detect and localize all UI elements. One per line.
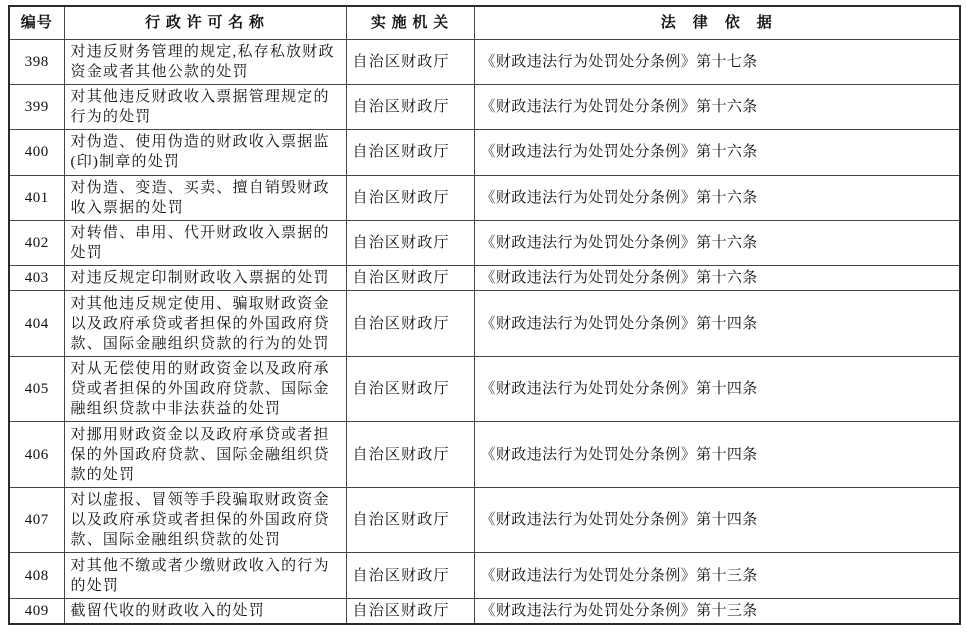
table-row bbox=[9, 39, 960, 84]
row-agency-cell: 自治区财政厅 bbox=[346, 291, 474, 357]
table-row bbox=[9, 356, 960, 422]
table-row bbox=[9, 291, 960, 357]
row-id-cell: 407 bbox=[9, 487, 64, 553]
column-header-id: 编号 bbox=[9, 6, 64, 39]
row-basis-cell: 《财政违法行为处罚处分条例》第十六条 bbox=[474, 175, 960, 220]
table-row bbox=[9, 266, 960, 291]
table-row bbox=[9, 487, 960, 553]
row-id-cell: 405 bbox=[9, 356, 64, 422]
row-name-cell: 对挪用财政资金以及政府承贷或者担保的外国政府贷款、国际金融组织贷款的处罚 bbox=[64, 422, 346, 488]
row-basis-cell: 《财政违法行为处罚处分条例》第十六条 bbox=[474, 266, 960, 291]
row-agency-cell: 自治区财政厅 bbox=[346, 356, 474, 422]
row-id-cell: 399 bbox=[9, 84, 64, 129]
row-basis-cell: 《财政违法行为处罚处分条例》第十四条 bbox=[474, 356, 960, 422]
row-agency-cell: 自治区财政厅 bbox=[346, 553, 474, 598]
row-id-cell: 398 bbox=[9, 39, 64, 84]
row-name-cell: 对伪造、使用伪造的财政收入票据监(印)制章的处罚 bbox=[64, 130, 346, 175]
row-agency-cell: 自治区财政厅 bbox=[346, 39, 474, 84]
table-body bbox=[9, 39, 960, 624]
row-name-cell: 对从无偿使用的财政资金以及政府承贷或者担保的外国政府贷款、国际金融组织贷款中非法获益的处罚 bbox=[64, 356, 346, 422]
row-name-cell: 对伪造、变造、买卖、擅自销毁财政收入票据的处罚 bbox=[64, 175, 346, 220]
row-basis-cell: 《财政违法行为处罚处分条例》第十六条 bbox=[474, 130, 960, 175]
column-header-agency: 实 施 机 关 bbox=[346, 6, 474, 39]
row-id-cell: 400 bbox=[9, 130, 64, 175]
row-basis-cell: 《财政违法行为处罚处分条例》第十六条 bbox=[474, 220, 960, 265]
table-row bbox=[9, 598, 960, 624]
table-row bbox=[9, 553, 960, 598]
row-name-cell: 对违反财务管理的规定,私存私放财政资金或者其他公款的处罚 bbox=[64, 39, 346, 84]
row-agency-cell: 自治区财政厅 bbox=[346, 422, 474, 488]
row-agency-cell: 自治区财政厅 bbox=[346, 130, 474, 175]
row-id-cell: 406 bbox=[9, 422, 64, 488]
row-id-cell: 408 bbox=[9, 553, 64, 598]
row-agency-cell: 自治区财政厅 bbox=[346, 598, 474, 624]
administrative-penalties-table bbox=[8, 5, 961, 625]
row-name-cell: 对转借、串用、代开财政收入票据的处罚 bbox=[64, 220, 346, 265]
row-name-cell: 截留代收的财政收入的处罚 bbox=[64, 598, 346, 624]
row-id-cell: 402 bbox=[9, 220, 64, 265]
row-basis-cell: 《财政违法行为处罚处分条例》第十四条 bbox=[474, 291, 960, 357]
table-header bbox=[9, 6, 960, 39]
row-name-cell: 对其他违反财政收入票据管理规定的行为的处罚 bbox=[64, 84, 346, 129]
row-basis-cell: 《财政违法行为处罚处分条例》第十四条 bbox=[474, 422, 960, 488]
row-agency-cell: 自治区财政厅 bbox=[346, 266, 474, 291]
row-id-cell: 403 bbox=[9, 266, 64, 291]
row-agency-cell: 自治区财政厅 bbox=[346, 220, 474, 265]
row-basis-cell: 《财政违法行为处罚处分条例》第十三条 bbox=[474, 598, 960, 624]
row-name-cell: 对以虚报、冒领等手段骗取财政资金以及政府承贷或者担保的外国政府贷款、国际金融组织贷款的处罚 bbox=[64, 487, 346, 553]
row-id-cell: 401 bbox=[9, 175, 64, 220]
row-name-cell: 对其他违反规定使用、骗取财政资金以及政府承贷或者担保的外国政府贷款、国际金融组织贷款的行为的处罚 bbox=[64, 291, 346, 357]
row-basis-cell: 《财政违法行为处罚处分条例》第十三条 bbox=[474, 553, 960, 598]
table-row bbox=[9, 175, 960, 220]
row-name-cell: 对其他不缴或者少缴财政收入的行为的处罚 bbox=[64, 553, 346, 598]
column-header-name: 行 政 许 可 名 称 bbox=[64, 6, 346, 39]
row-id-cell: 404 bbox=[9, 291, 64, 357]
row-agency-cell: 自治区财政厅 bbox=[346, 84, 474, 129]
row-agency-cell: 自治区财政厅 bbox=[346, 487, 474, 553]
header-row bbox=[9, 6, 960, 39]
row-name-cell: 对违反规定印制财政收入票据的处罚 bbox=[64, 266, 346, 291]
row-basis-cell: 《财政违法行为处罚处分条例》第十七条 bbox=[474, 39, 960, 84]
table-row bbox=[9, 220, 960, 265]
row-agency-cell: 自治区财政厅 bbox=[346, 175, 474, 220]
table-row bbox=[9, 84, 960, 129]
row-basis-cell: 《财政违法行为处罚处分条例》第十六条 bbox=[474, 84, 960, 129]
row-id-cell: 409 bbox=[9, 598, 64, 624]
column-header-basis: 法 律 依 据 bbox=[474, 6, 960, 39]
row-basis-cell: 《财政违法行为处罚处分条例》第十四条 bbox=[474, 487, 960, 553]
table-row bbox=[9, 130, 960, 175]
table-row bbox=[9, 422, 960, 488]
